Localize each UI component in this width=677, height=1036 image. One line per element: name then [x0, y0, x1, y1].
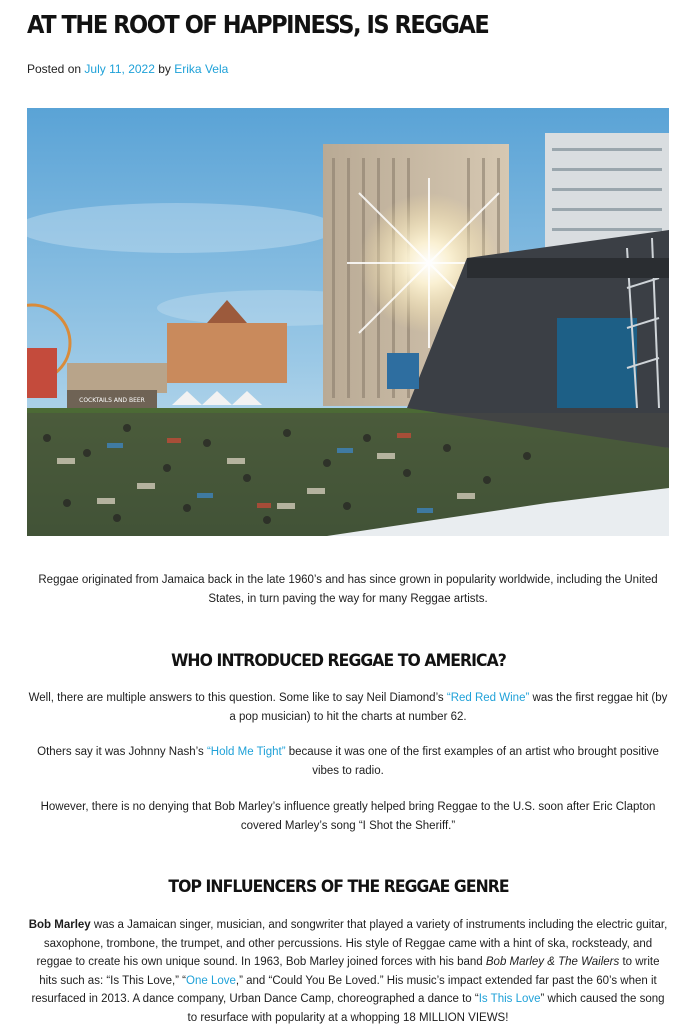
by-label: by	[158, 62, 171, 76]
intro-paragraph: Reggae originated from Jamaica back in the late 1960’s and has since grown in popularity worldwide, including the United States, in turn paving the way for many Reggae artists.	[38, 574, 658, 605]
paragraph-text: ” which caused the song to resurface with popularity at a whopping 18 MILLION VIEWS!	[187, 993, 665, 1024]
red-red-wine-link[interactable]: “Red Red Wine”	[446, 692, 530, 704]
hero-image	[27, 108, 669, 536]
paragraph-text: because it was one of the first examples of an artist who brought positive vibes to radio.	[285, 746, 659, 777]
paragraph-text: was the first reggae hit (by a pop musician) to hit the charts at number 62.	[229, 692, 668, 723]
paragraph-neil-diamond	[27, 689, 669, 726]
one-love-link[interactable]: One Love	[186, 974, 236, 987]
is-this-love-link[interactable]: Is This Love	[478, 993, 541, 1005]
article-title: AT THE ROOT OF HAPPINESS, IS REGGAE	[27, 10, 489, 39]
paragraph-text: was a Jamaican singer, musician, and songwriter that played a variety of instruments including the electric guitar, saxophone, trombone, the trumpet, and other percussions. His style of Reggae came with a hint of ska, rocksteady, and reggae to create his own unique sound. In 1963, Bob Marley joined forces with his band	[36, 919, 668, 968]
paragraph-text: to write hits such as: “Is This Love,” “	[39, 956, 660, 987]
paragraph-bob-marley-bio	[27, 916, 669, 1027]
post-date-link[interactable]: July 11, 2022	[84, 62, 155, 76]
stage-sign-text: COCKTAILS AND BEER	[79, 397, 145, 404]
bob-marley-bold: Bob Marley	[28, 919, 91, 931]
paragraph-text: Others say it was Johnny Nash’s	[37, 746, 207, 758]
festival-photo	[27, 108, 669, 536]
paragraph-text: Well, there are multiple answers to this question. Some like to say Neil Diamond’s	[28, 692, 447, 704]
section-heading-top-influencers: TOP INFLUENCERS OF THE REGGAE GENRE	[168, 877, 509, 897]
paragraph-bob-marley-influence: However, there is no denying that Bob Marley’s influence greatly helped bring Reggae to the U.S. soon after Eric Clapton covered Marley’s song “I Shot the Sheriff.”	[40, 801, 656, 832]
band-name-italic: Bob Marley & The Wailers	[485, 956, 620, 968]
post-meta	[27, 62, 228, 76]
posted-on-label: Posted on	[27, 62, 82, 76]
paragraph-johnny-nash	[27, 743, 669, 780]
section-heading-who-introduced: WHO INTRODUCED REGGAE TO AMERICA?	[171, 651, 506, 671]
author-link[interactable]: Erika Vela	[174, 62, 229, 76]
paragraph-text: ,” and “Could You Be Loved.” His music’s impact extended far past the 60’s when it resurfaced in 2013. A dance company, Urban Dance Camp, choreographed a dance to “	[31, 974, 657, 1005]
hold-me-tight-link[interactable]: “Hold Me Tight”	[206, 746, 286, 758]
